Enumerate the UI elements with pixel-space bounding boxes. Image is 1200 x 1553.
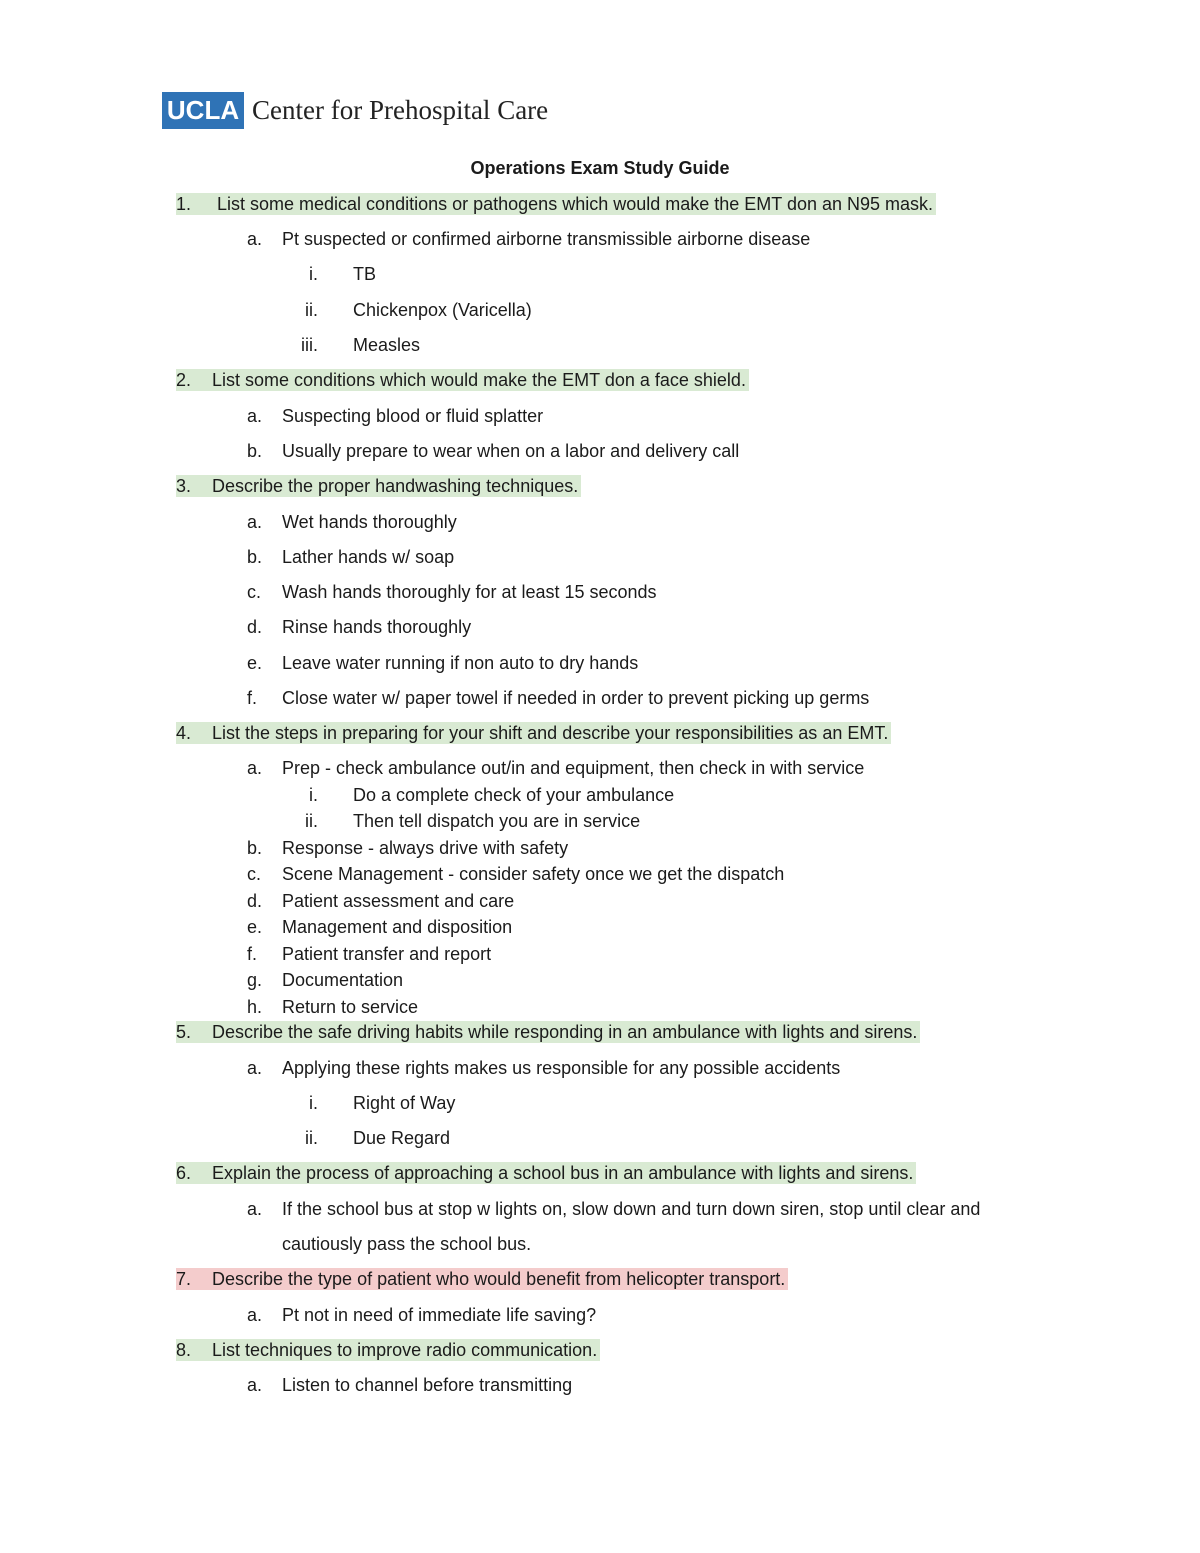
sub-item: iii. Measles (301, 335, 421, 355)
question-text: List some medical conditions or pathogens which would make the EMT don an N95 mask. (212, 194, 934, 214)
question-text: Explain the process of approaching a school bus in an ambulance with lights and sirens. (212, 1163, 914, 1183)
sub-item: ii. Due Regard (305, 1128, 451, 1148)
question-4: 4. List the steps in preparing for your shift and describe your responsibilities as an EMT. (176, 722, 891, 744)
question-1: 1. List some medical conditions or pathogens which would make the EMT don an N95 mask. (176, 193, 936, 215)
answer-item: c. Wash hands thoroughly for at least 15 seconds (247, 582, 657, 602)
sub-item: i. TB (309, 264, 377, 284)
org-name: Center for Prehospital Care (252, 95, 549, 125)
question-text: Describe the type of patient who would benefit from helicopter transport. (212, 1269, 786, 1289)
answer-item: a. Applying these rights makes us responsible for any possible accidents (247, 1058, 841, 1078)
question-text: List the steps in preparing for your shift and describe your responsibilities as an EMT. (212, 723, 889, 743)
answer-item: e. Leave water running if non auto to dry hands (247, 653, 639, 673)
answer-item: a. Pt suspected or confirmed airborne transmissible airborne disease (247, 229, 811, 249)
question-7: 7. Describe the type of patient who would benefit from helicopter transport. (176, 1268, 788, 1290)
answer-item: b. Response - always drive with safety (247, 838, 569, 858)
answer-item: a. Pt not in need of immediate life saving? (247, 1305, 597, 1325)
answer-item: b. Usually prepare to wear when on a labor and delivery call (247, 441, 740, 461)
answer-item: f. Close water w/ paper towel if needed in order to prevent picking up germs (247, 688, 870, 708)
question-text: Describe the proper handwashing techniques. (212, 476, 579, 496)
page-title: Operations Exam Study Guide (470, 158, 730, 178)
answer-item: e. Management and disposition (247, 917, 513, 937)
sub-item: ii. Chickenpox (Varicella) (305, 300, 532, 320)
question-8: 8. List techniques to improve radio communication. (176, 1339, 600, 1361)
answer-item: f. Patient transfer and report (247, 944, 492, 964)
sub-item: i. Do a complete check of your ambulance (309, 785, 675, 805)
question-2: 2. List some conditions which would make the EMT don a face shield. (176, 369, 749, 391)
answer-item: a. Suspecting blood or fluid splatter (247, 406, 544, 426)
answer-item: d. Rinse hands thoroughly (247, 617, 472, 637)
sub-item: i. Right of Way (309, 1093, 456, 1113)
question-6: 6. Explain the process of approaching a school bus in an ambulance with lights and sirens. (176, 1162, 916, 1184)
question-text: List some conditions which would make the EMT don a face shield. (212, 370, 746, 390)
question-text: List techniques to improve radio communication. (212, 1340, 598, 1360)
answer-item: h. Return to service (247, 997, 419, 1017)
answer-item: a. Listen to channel before transmitting (247, 1375, 573, 1395)
answer-continuation: cautiously pass the school bus. (282, 1234, 532, 1254)
question-text: Describe the safe driving habits while responding in an ambulance with lights and sirens. (212, 1022, 918, 1042)
answer-item: d. Patient assessment and care (247, 891, 515, 911)
answer-item: a. Wet hands thoroughly (247, 512, 457, 532)
question-3: 3. Describe the proper handwashing techniques. (176, 475, 581, 497)
answer-item: g. Documentation (247, 970, 404, 990)
answer-item: a. If the school bus at stop w lights on, slow down and turn down siren, stop until clear and (247, 1199, 981, 1219)
answer-item: c. Scene Management - consider safety once we get the dispatch (247, 864, 785, 884)
ucla-logo: UCLA (162, 92, 244, 129)
header (162, 92, 548, 129)
question-5: 5. Describe the safe driving habits while responding in an ambulance with lights and sirens. (176, 1021, 920, 1043)
answer-item: a. Prep - check ambulance out/in and equipment, then check in with service (247, 758, 865, 778)
answer-item: b. Lather hands w/ soap (247, 547, 455, 567)
sub-item: ii. Then tell dispatch you are in service (305, 811, 641, 831)
